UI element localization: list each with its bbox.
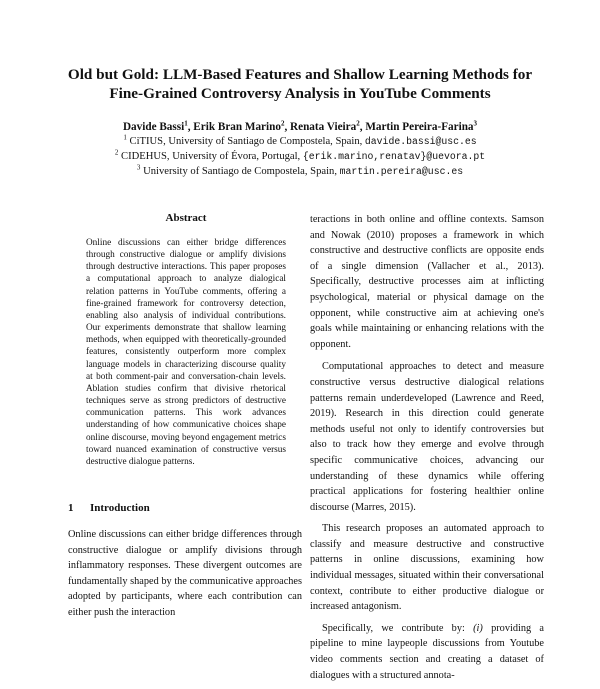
affiliation [40,149,560,164]
section-title: Introduction [90,502,150,514]
affiliation-sup: 2 [114,148,119,157]
affiliation-sup: 1 [123,133,127,142]
author-sup: 3 [473,119,478,128]
paragraph: Online discussions can either bridge differences through constructive dialogue or amplify divisions through inflammatory responses. These divergent outcomes are fundamentally shaped by the communicative approaches adopted by participants, where each contribution can either push the interaction [68,529,302,618]
abstract-heading: Abstract [165,212,207,224]
affiliation-sup: 3 [136,163,141,172]
affiliation-text: CIDEHUS, University of Évora, Portugal, [121,151,301,162]
affiliation-email: davide.bassi@usc.es [364,136,477,147]
contrib-marker: (i) [473,622,483,634]
abstract-body: Online discussions can either bridge differences through constructive dialogue or amplify divisions through destructive interactions. This paper proposes a computational approach to analyze dialogical relation patterns in YouTube comments, offering a fine-grained framework for controversy detection, enabling also analysis of individual contributions. Our experiments demonstrate that shallow learning methods, when equipped with theoretically-grounded features, consistently outperform more complex language models in characterizing discourse quality at both comment-pair and conversation-chain levels. Ablation studies confirm that divisive rhetorical techniques serve as strong predictors of destructive communication patterns. This work advances understanding of how communicative choices shape online discourse, moving beyond engagement metrics toward nuanced examination of constructive versus destructive dialogue patterns. [86,238,286,467]
affiliation-email: martin.pereira@usc.es [339,166,464,177]
affiliation-text: University of Santiago de Compostela, Spain, [143,166,337,177]
contrib-text: providing a pipeline to mine laypeople discussions from Youtube video comments section and creating a dataset of dialogues with a structured annota- [310,622,544,681]
affiliation [40,164,560,179]
author-name: Renata Vieira [290,121,357,133]
introduction-body [68,527,302,621]
author-sup: 1 [184,119,188,128]
affiliation-list [40,134,560,179]
author-sup: 2 [356,119,360,128]
author-name: Erik Bran Marino [193,121,281,133]
contrib-lead: Specifically, we contribute by: [322,622,474,634]
right-column [310,212,544,689]
affiliation [40,134,560,149]
paragraph: Computational approaches to detect and measure constructive versus destructive dialogical relations patterns remain underdeveloped (Lawrence and Reed, 2019). Research in this direction could generate methods useful not only to identify controversies but also to track how they emerge and evolve through specific communicative choices, advancing our understanding of these dynamics while offering practical applications for fostering healthier online discourse (Marres, 2015). [310,361,544,513]
title-line-2: Fine-Grained Controversy Analysis in YouTube Comments [109,85,491,102]
author-list: Davide Bassi$^1$, Erik Bran Marino$^2$, Renata Vieira$^2$, Martin Pereira-Farina$^3$ [122,119,478,133]
paragraph: teractions in both online and offline contexts. Samson and Nowak (2010) proposes a framework in which constructive and destructive conflicts are opposite ends of a single dimension (Vallacher et al., 2013). Specifically, destructive processes aim at inflicting psychological, material or physical damage on the opponent, while constructive aim at achieving one's goals while maintaining or enhancing relations with the opponent. [310,214,544,350]
paragraph: This research proposes an automated approach to classify and measure destructive and constructive patterns in online discussions, examining how individual messages, situated within their conversational context, contribute to either productive dialogue or increased antagonism. [310,523,544,613]
author-name: Martin Pereira-Farina [365,121,474,133]
section-heading-introduction [68,502,150,514]
affiliation-text: CiTIUS, University of Santiago de Compostela, Spain, [129,136,363,147]
paragraph-contributions [310,621,544,683]
author-sup: 2 [280,119,285,128]
section-number: 1 [68,502,74,514]
title-line-1: Old but Gold: LLM-Based Features and Shallow Learning Methods for [67,66,533,83]
paper-title [40,65,560,103]
affiliation-email: {erik.marino,renatav}@uevora.pt [302,151,486,162]
author-name: Davide Bassi [122,121,185,133]
